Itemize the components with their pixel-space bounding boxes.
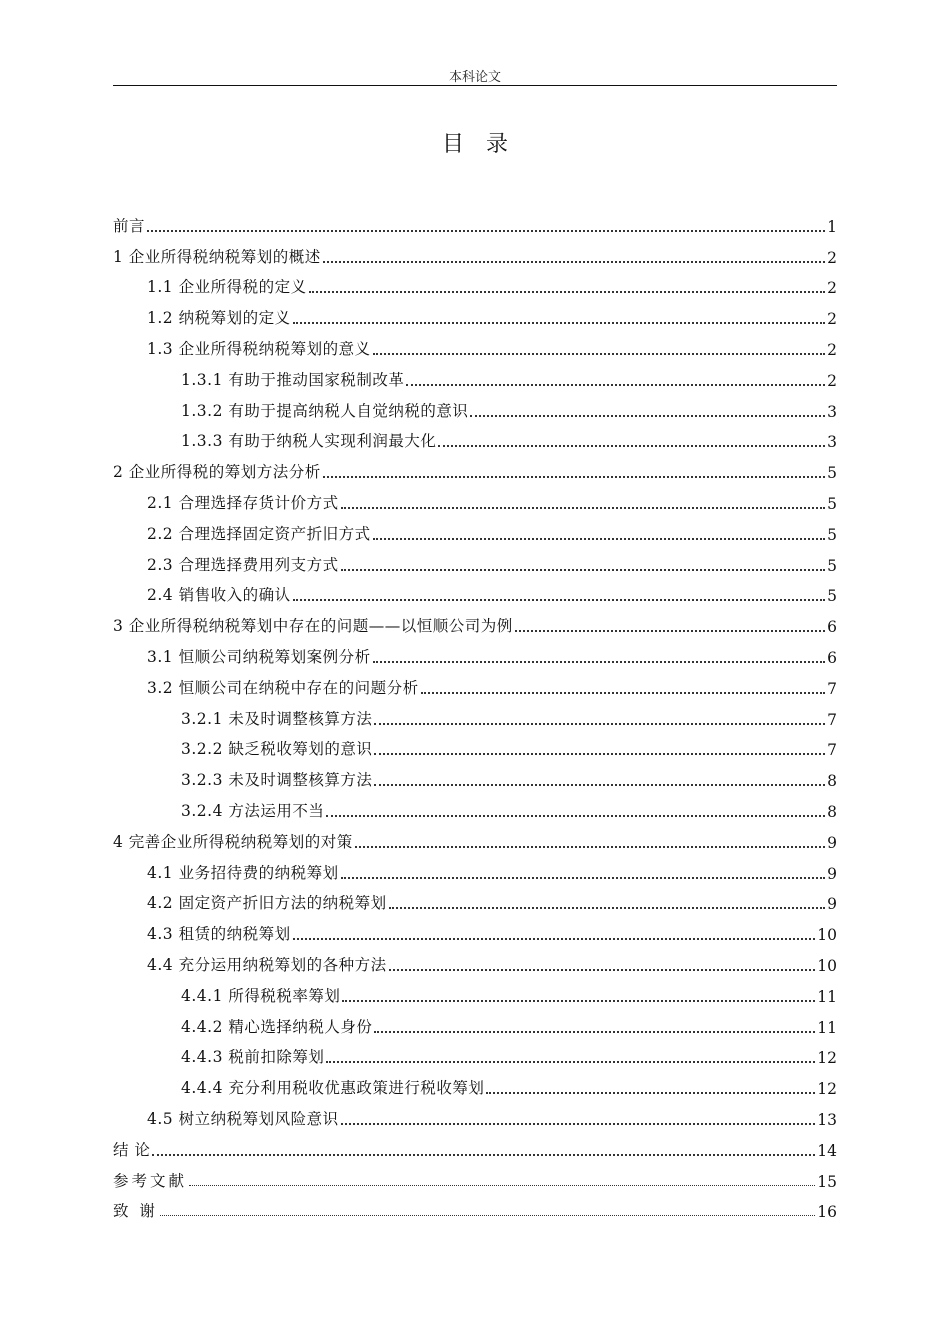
- dot-leader: [374, 1031, 815, 1033]
- toc-entry[interactable]: [113, 1006, 837, 1037]
- dot-leader: [374, 723, 825, 725]
- toc-entry[interactable]: [113, 821, 837, 852]
- toc-entry[interactable]: [113, 1160, 837, 1191]
- toc-entry-page-number: 5: [827, 587, 837, 606]
- dot-leader: [341, 1123, 816, 1125]
- dot-leader: [326, 1061, 815, 1063]
- dot-leader: [374, 753, 825, 755]
- dot-leader: [326, 815, 825, 817]
- toc-entry-label: 1.1 企业所得税的定义: [147, 278, 307, 297]
- toc-entry-page-number: 7: [827, 741, 837, 760]
- dot-leader: [389, 969, 816, 971]
- dot-leader: [293, 599, 826, 601]
- toc-entry[interactable]: [113, 513, 837, 544]
- toc-entry-label: 2.3 合理选择费用列支方式: [147, 555, 339, 574]
- toc-entry[interactable]: [113, 852, 837, 883]
- toc-entry-label: 4.4 充分运用纳税筹划的各种方法: [147, 955, 387, 974]
- toc-entry[interactable]: [113, 944, 837, 975]
- toc-entry-label: 3.2.3 未及时调整核算方法: [181, 771, 373, 790]
- toc-entry[interactable]: [113, 1098, 837, 1129]
- running-header: 本科论文: [448, 70, 501, 85]
- toc-entry[interactable]: [113, 359, 837, 390]
- toc-entry[interactable]: [113, 1067, 837, 1098]
- toc-entry-page-number: 9: [827, 833, 837, 852]
- toc-entry[interactable]: [113, 883, 837, 914]
- toc-entry-label: 2.4 销售收入的确认: [147, 586, 291, 605]
- toc-entry-page-number: 5: [827, 525, 837, 544]
- toc-entry-page-number: 9: [827, 864, 837, 883]
- dot-leader: [373, 661, 826, 663]
- toc-entry-page-number: 5: [827, 556, 837, 575]
- toc-entry-page-number: 11: [817, 987, 837, 1006]
- toc-entry-page-number: 6: [827, 618, 837, 637]
- toc-entry-page-number: 2: [827, 279, 837, 298]
- toc-entry-label: 1 企业所得税纳税筹划的概述: [113, 247, 321, 266]
- dot-leader: [342, 1000, 815, 1002]
- toc-entry[interactable]: [113, 729, 837, 760]
- toc-entry-page-number: 9: [827, 895, 837, 914]
- dot-leader: [355, 846, 825, 848]
- toc-entry[interactable]: [113, 605, 837, 636]
- toc-entry-page-number: 2: [827, 371, 837, 390]
- toc-entry-label: 1.3.2 有助于提高纳税人自觉纳税的意识: [181, 401, 469, 420]
- toc-entry-label: 2.1 合理选择存货计价方式: [147, 493, 339, 512]
- toc-entry-label: 4.4.3 税前扣除筹划: [181, 1048, 325, 1067]
- toc-entry-page-number: 2: [827, 340, 837, 359]
- toc-entry-label: 4.4.4 充分利用税收优惠政策进行税收筹划: [181, 1079, 485, 1098]
- toc-entry[interactable]: [113, 390, 837, 421]
- toc-entry-page-number: 7: [827, 679, 837, 698]
- dot-leader: [160, 1215, 815, 1216]
- toc-entry-label: 4.4.2 精心选择纳税人身份: [181, 1017, 373, 1036]
- dot-leader: [515, 630, 825, 632]
- toc-entry-label: 3 企业所得税纳税筹划中存在的问题——以恒顺公司为例: [113, 617, 513, 636]
- dot-leader: [323, 476, 825, 478]
- toc-entry-label: 2 企业所得税的筹划方法分析: [113, 463, 321, 482]
- dot-leader: [293, 938, 816, 940]
- toc-entry-page-number: 8: [827, 802, 837, 821]
- dot-leader: [309, 291, 826, 293]
- dot-leader: [389, 907, 826, 909]
- toc-entry[interactable]: [113, 1129, 837, 1160]
- dot-leader: [323, 261, 825, 263]
- toc-entry-label: 1.3 企业所得税纳税筹划的意义: [147, 339, 371, 358]
- toc-entry[interactable]: [113, 482, 837, 513]
- toc-entry-page-number: 3: [827, 433, 837, 452]
- toc-entry-label: 4 完善企业所得税纳税筹划的对策: [113, 832, 353, 851]
- toc-entry-page-number: 15: [817, 1172, 837, 1191]
- table-of-contents: [113, 205, 837, 1221]
- dot-leader: [406, 384, 825, 386]
- toc-entry-label: 4.3 租赁的纳税筹划: [147, 925, 291, 944]
- dot-leader: [152, 1154, 815, 1156]
- dot-leader: [438, 445, 825, 447]
- toc-entry-page-number: 5: [827, 464, 837, 483]
- toc-entry-page-number: 3: [827, 402, 837, 421]
- toc-entry-page-number: 12: [817, 1049, 837, 1068]
- toc-entry-label: 2.2 合理选择固定资产折旧方式: [147, 524, 371, 543]
- dot-leader: [373, 353, 826, 355]
- dot-leader: [293, 322, 826, 324]
- toc-entry-label: 3.1 恒顺公司纳税筹划案例分析: [147, 647, 371, 666]
- dot-leader: [341, 507, 826, 509]
- toc-entry-label: 参考文献: [113, 1171, 188, 1190]
- dot-leader: [147, 230, 825, 232]
- toc-entry[interactable]: [113, 790, 837, 821]
- toc-entry-page-number: 10: [817, 926, 837, 945]
- toc-entry-label: 1.2 纳税筹划的定义: [147, 309, 291, 328]
- toc-entry-label: 1.3.1 有助于推动国家税制改革: [181, 370, 405, 389]
- toc-entry-label: 4.1 业务招待费的纳税筹划: [147, 863, 339, 882]
- toc-entry-page-number: 7: [827, 710, 837, 729]
- toc-entry[interactable]: [113, 451, 837, 482]
- dot-leader: [373, 538, 826, 540]
- toc-entry-page-number: 2: [827, 248, 837, 267]
- dot-leader: [341, 569, 826, 571]
- toc-entry-page-number: 5: [827, 494, 837, 513]
- toc-entry-page-number: 16: [817, 1203, 837, 1222]
- toc-entry-label: 3.2 恒顺公司在纳税中存在的问题分析: [147, 678, 419, 697]
- toc-entry[interactable]: [113, 236, 837, 267]
- toc-entry-page-number: 8: [827, 772, 837, 791]
- dot-leader: [421, 692, 826, 694]
- toc-entry[interactable]: [113, 1191, 837, 1222]
- toc-entry[interactable]: [113, 667, 837, 698]
- toc-entry-label: 3.2.2 缺乏税收筹划的意识: [181, 740, 373, 759]
- toc-entry-label: 4.4.1 所得税税率筹划: [181, 986, 341, 1005]
- toc-entry-page-number: 2: [827, 310, 837, 329]
- toc-entry[interactable]: [113, 205, 837, 236]
- toc-entry[interactable]: [113, 328, 837, 359]
- toc-entry-label: 4.5 树立纳税筹划风险意识: [147, 1109, 339, 1128]
- toc-entry[interactable]: [113, 421, 837, 452]
- toc-entry-page-number: 13: [817, 1110, 837, 1129]
- toc-entry-page-number: 12: [817, 1080, 837, 1099]
- toc-entry[interactable]: [113, 636, 837, 667]
- toc-entry-page-number: 6: [827, 648, 837, 667]
- toc-entry[interactable]: [113, 975, 837, 1006]
- toc-entry-label: 4.2 固定资产折旧方法的纳税筹划: [147, 894, 387, 913]
- toc-entry[interactable]: [113, 267, 837, 298]
- dot-leader: [486, 1092, 815, 1094]
- toc-entry-label: 前言: [113, 216, 146, 235]
- toc-entry-label: 3.2.4 方法运用不当: [181, 801, 325, 820]
- toc-entry-label: 结 论: [113, 1140, 151, 1159]
- toc-entry[interactable]: [113, 297, 837, 328]
- toc-entry-page-number: 10: [817, 956, 837, 975]
- header-rule: [113, 85, 837, 86]
- toc-entry[interactable]: [113, 544, 837, 575]
- toc-entry[interactable]: [113, 759, 837, 790]
- toc-entry-label: 致 谢: [113, 1202, 158, 1221]
- toc-entry-label: 1.3.3 有助于纳税人实现利润最大化: [181, 432, 437, 451]
- dot-leader: [189, 1185, 815, 1186]
- toc-entry-page-number: 11: [817, 1018, 837, 1037]
- toc-entry-label: 3.2.1 未及时调整核算方法: [181, 709, 373, 728]
- toc-entry[interactable]: [113, 698, 837, 729]
- toc-entry-page-number: 14: [817, 1141, 837, 1160]
- dot-leader: [470, 415, 825, 417]
- dot-leader: [341, 877, 826, 879]
- toc-entry[interactable]: [113, 1037, 837, 1068]
- toc-title: 目录: [441, 132, 530, 157]
- toc-entry-page-number: 1: [827, 217, 837, 236]
- toc-entry[interactable]: [113, 913, 837, 944]
- dot-leader: [374, 784, 825, 786]
- toc-entry[interactable]: [113, 575, 837, 606]
